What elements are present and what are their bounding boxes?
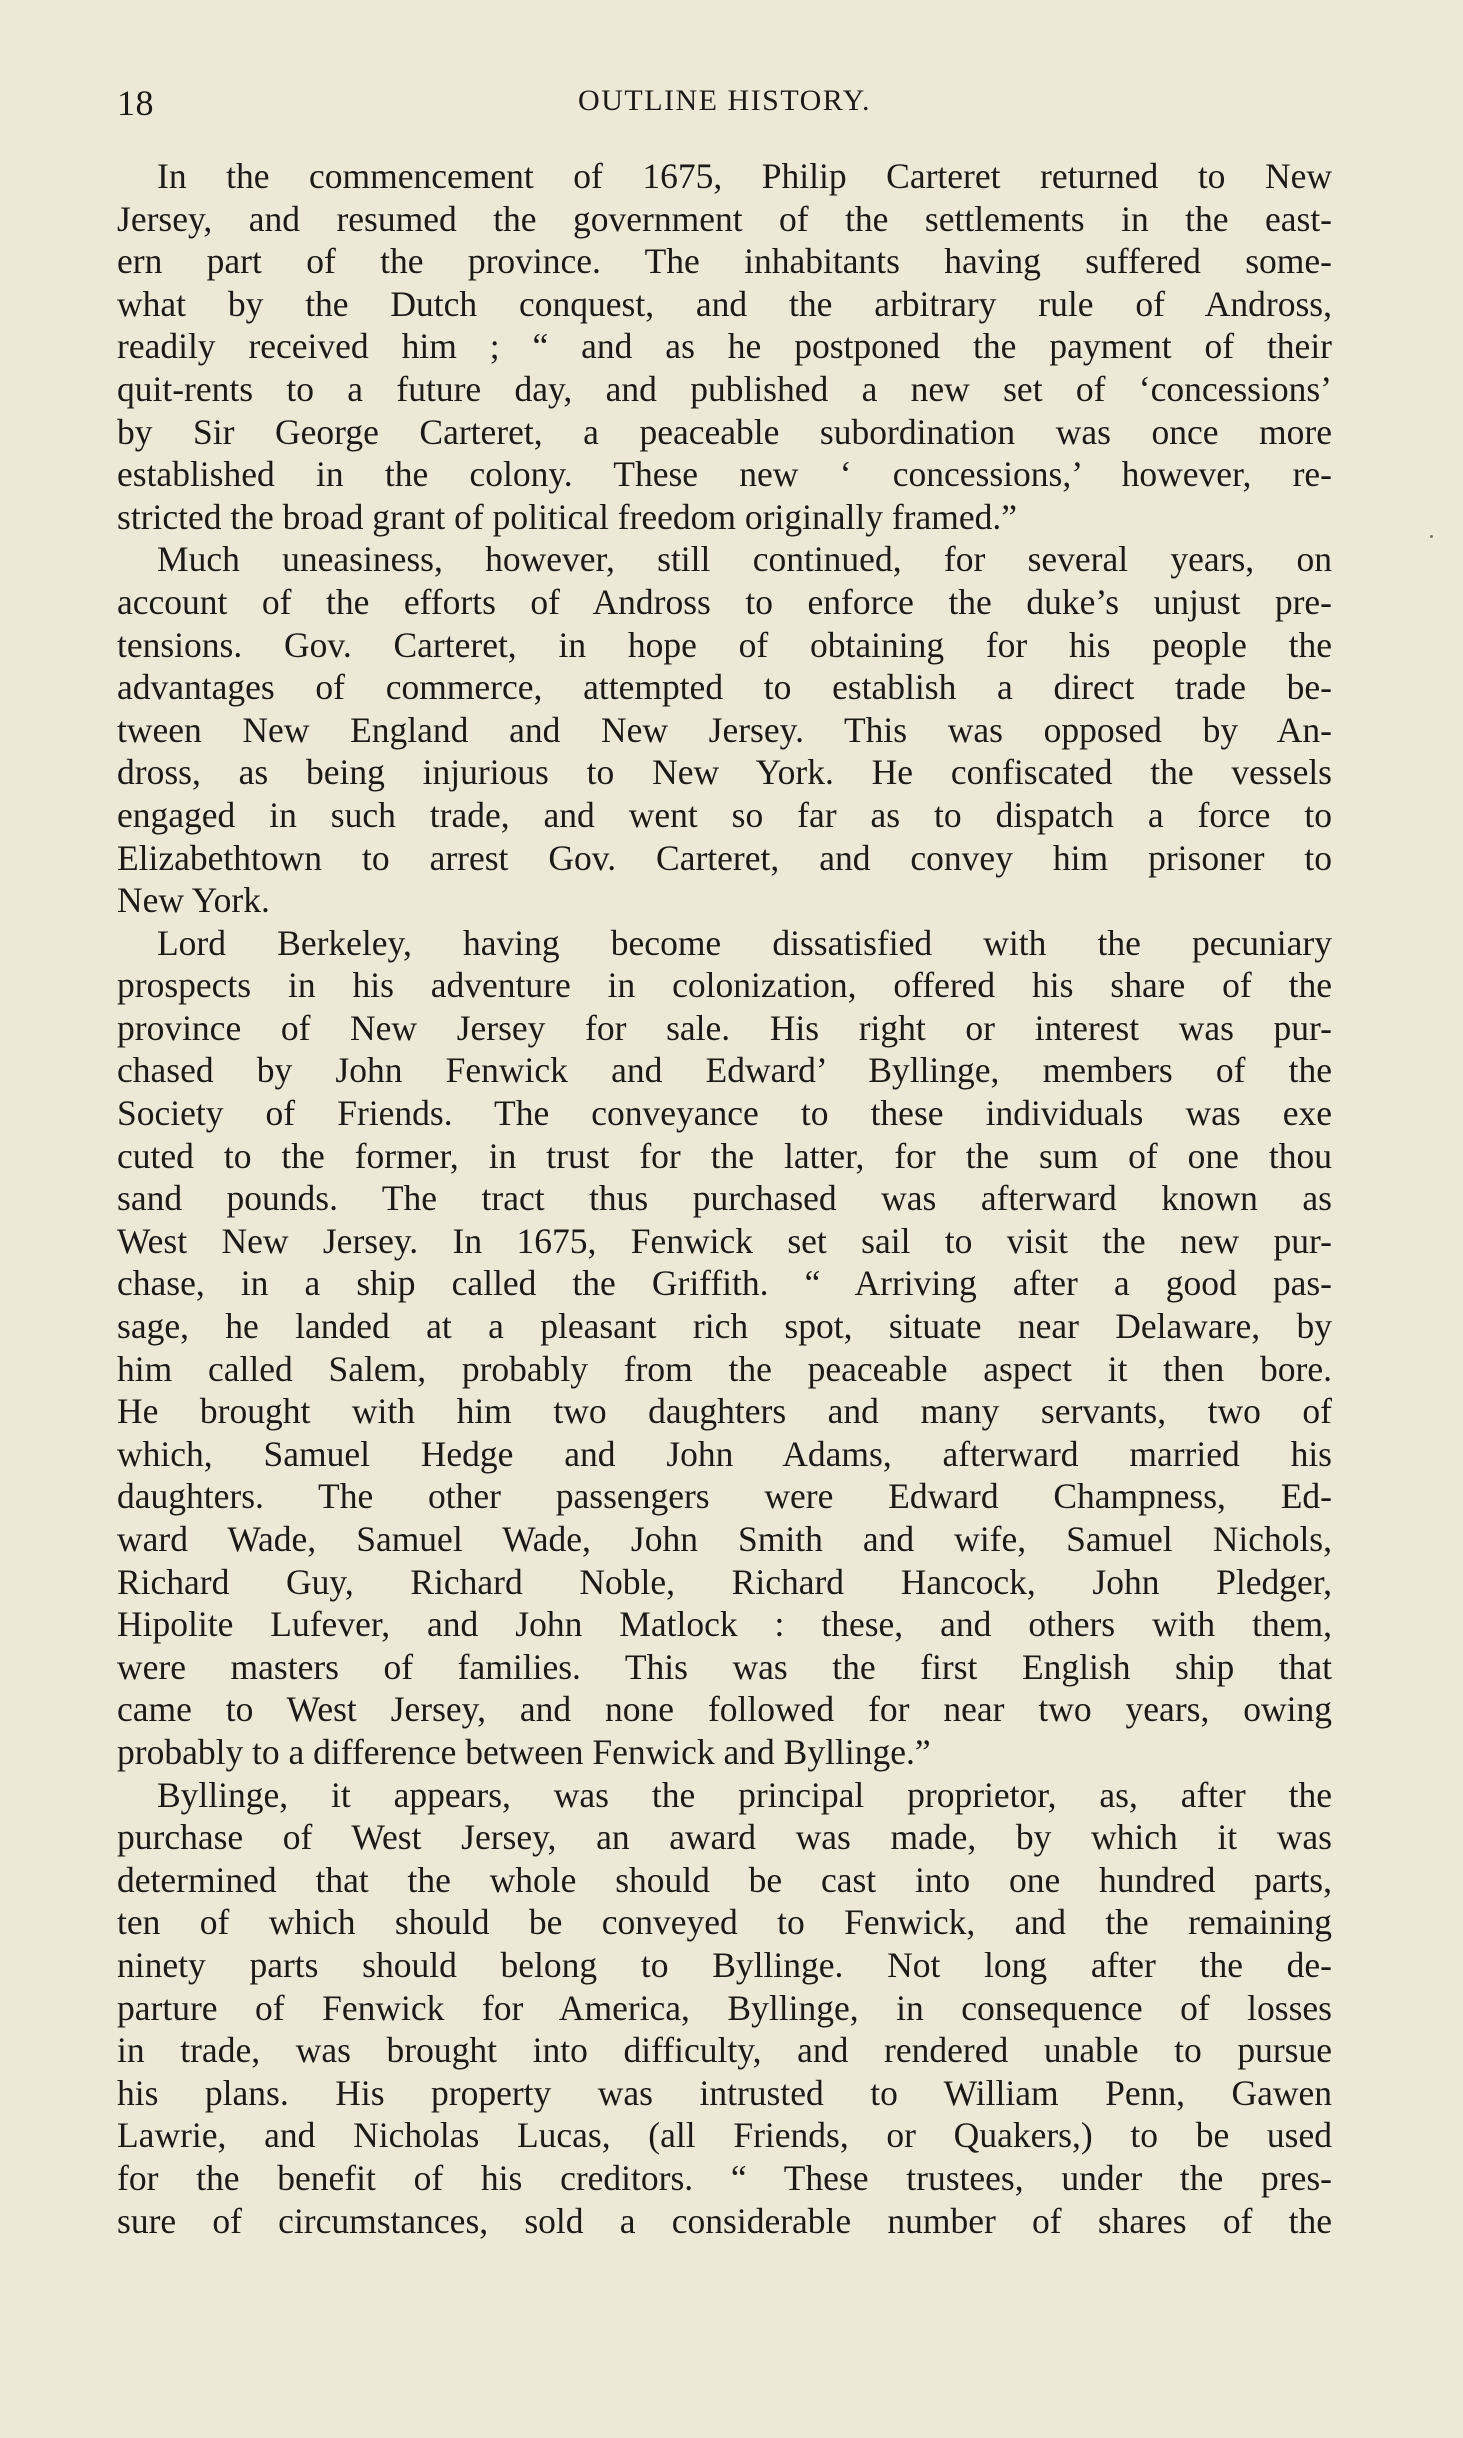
text-line: quit-rents to a future day, and published a new set of ‘concessions’	[117, 368, 1332, 409]
text-line: ninety parts should belong to Byllinge. Not long after the de-	[117, 1944, 1332, 1985]
text-line: ern part of the province. The inhabitants having suffered some-	[117, 241, 1332, 282]
text-line: West New Jersey. In 1675, Fenwick set sail to visit the new pur-	[117, 1220, 1332, 1261]
text-line: sage, he landed at a pleasant rich spot, situate near Delaware, by	[117, 1306, 1332, 1347]
text-line: probably to a difference between Fenwick and Byllinge.”	[117, 1731, 931, 1772]
page-header	[117, 82, 1332, 126]
text-line: for the benefit of his creditors. “ These trustees, under the pres-	[117, 2157, 1332, 2198]
text-line: Jersey, and resumed the government of the settlements in the east-	[117, 198, 1332, 239]
text-line: He brought with him two daughters and many servants, two of	[117, 1391, 1332, 1432]
text-line: engaged in such trade, and went so far as to dispatch a force to	[117, 794, 1332, 835]
text-line: tensions. Gov. Carteret, in hope of obtaining for his people the	[117, 624, 1332, 665]
text-line: dross, as being injurious to New York. He confiscated the vessels	[117, 752, 1332, 793]
text-line: chased by John Fenwick and Edward’ Byllinge, members of the	[117, 1050, 1332, 1091]
text-line: what by the Dutch conquest, and the arbitrary rule of Andross,	[117, 283, 1332, 324]
text-line: Richard Guy, Richard Noble, Richard Hancock, John Pledger,	[117, 1561, 1332, 1602]
text-line: readily received him ; “ and as he postponed the payment of their	[117, 326, 1332, 367]
text-line: In the commencement of 1675, Philip Carteret returned to New	[157, 156, 1332, 196]
text-line: were masters of families. This was the first English ship that	[117, 1646, 1332, 1687]
text-line: Elizabethtown to arrest Gov. Carteret, and convey him prisoner to	[117, 837, 1332, 878]
text-line: determined that the whole should be cast into one hundred parts,	[117, 1859, 1332, 1900]
text-line: his plans. His property was intrusted to William Penn, Gawen	[117, 2072, 1332, 2113]
text-line: New York.	[117, 880, 270, 921]
text-line: by Sir George Carteret, a peaceable subordination was once more	[117, 411, 1332, 452]
text-line: tween New England and New Jersey. This was opposed by An-	[117, 709, 1332, 750]
running-head: OUTLINE HISTORY.	[578, 84, 871, 117]
text-line: Byllinge, it appears, was the principal proprietor, as, after the	[157, 1774, 1332, 1815]
text-line: established in the colony. These new ‘ concessions,’ however, re-	[117, 454, 1332, 495]
text-line: ward Wade, Samuel Wade, John Smith and wife, Samuel Nichols,	[117, 1519, 1332, 1559]
text-line: him called Salem, probably from the peaceable aspect it then bore.	[117, 1348, 1332, 1389]
text-line: Lawrie, and Nicholas Lucas, (all Friends, or Quakers,) to be used	[117, 2115, 1332, 2156]
body-text	[117, 155, 1332, 2242]
text-line: parture of Fenwick for America, Byllinge, in consequence of losses	[117, 1987, 1332, 2028]
text-line: Society of Friends. The conveyance to these individuals was exe	[117, 1093, 1332, 1134]
text-line: sure of circumstances, sold a considerable number of shares of the	[117, 2200, 1332, 2241]
text-line: province of New Jersey for sale. His right or interest was pur-	[117, 1007, 1332, 1048]
text-line: Much uneasiness, however, still continued, for several years, on	[157, 539, 1332, 580]
paper-speck	[1430, 535, 1433, 538]
text-line: came to West Jersey, and none followed for near two years, owing	[117, 1689, 1332, 1730]
text-line: cuted to the former, in trust for the latter, for the sum of one thou	[117, 1135, 1332, 1176]
text-line: purchase of West Jersey, an award was made, by which it was	[117, 1817, 1332, 1858]
text-line: advantages of commerce, attempted to establish a direct trade be-	[117, 667, 1332, 708]
page-number: 18	[117, 83, 154, 123]
text-line: daughters. The other passengers were Edward Champness, Ed-	[117, 1476, 1332, 1517]
text-line: chase, in a ship called the Griffith. “ Arriving after a good pas-	[117, 1263, 1332, 1304]
text-line: sand pounds. The tract thus purchased was afterward known as	[117, 1178, 1332, 1219]
text-line: Hipolite Lufever, and John Matlock : these, and others with them,	[117, 1604, 1332, 1645]
text-line: Lord Berkeley, having become dissatisfied with the pecuniary	[157, 922, 1332, 963]
text-line: in trade, was brought into difficulty, and rendered unable to pursue	[117, 2030, 1332, 2071]
text-line: ten of which should be conveyed to Fenwick, and the remaining	[117, 1902, 1332, 1943]
text-line: prospects in his adventure in colonization, offered his share of the	[117, 965, 1332, 1006]
text-line: stricted the broad grant of political freedom originally framed.”	[117, 496, 1017, 537]
text-line: which, Samuel Hedge and John Adams, afterward married his	[117, 1433, 1332, 1474]
text-line: account of the efforts of Andross to enforce the duke’s unjust pre-	[117, 581, 1332, 622]
